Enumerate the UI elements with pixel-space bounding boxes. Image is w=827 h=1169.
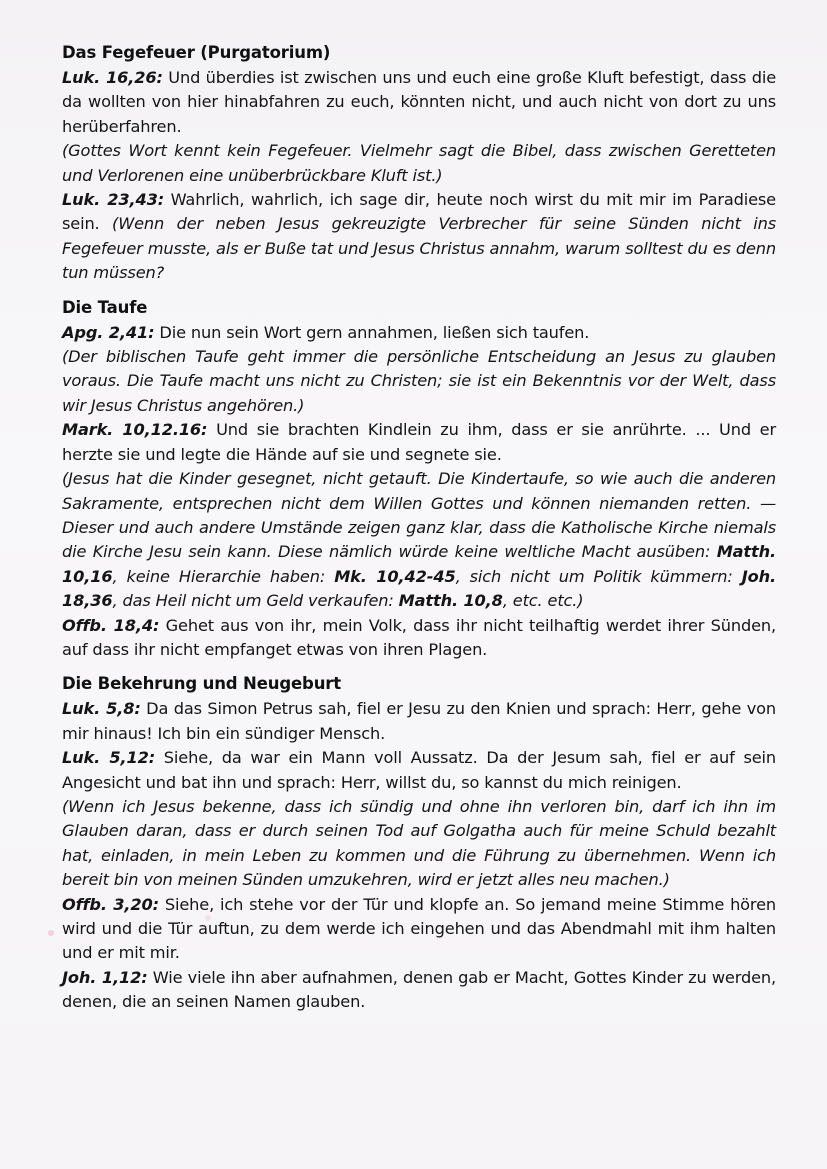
verse-reference: Luk. 5,8:: [62, 699, 141, 719]
verse-reference: Matth. 10,16: [62, 542, 776, 586]
verse-paragraph: [62, 418, 776, 467]
verse-reference: Luk. 16,26:: [62, 68, 163, 87]
verse-paragraph: [62, 188, 776, 286]
verse-reference: Joh. 18,36: [62, 566, 776, 611]
commentary-text: , das Heil nicht um Geld verkaufen:: [112, 591, 399, 611]
verse-text: Gehet aus von ihr, mein Volk, dass ihr nicht teilhaftig werdet ihrer Sünden, auf dass ihr nicht empfanget etwas von ihren Plagen.: [62, 615, 776, 659]
verse-text: Und sie brachten Kindlein zu ihm, dass er sie anrührte. ... Und er herzte sie und legte die Hände auf sie und segnete sie.: [62, 420, 776, 464]
document-text: [62, 40, 776, 1015]
commentary-text: (Jesus hat die Kinder gesegnet, nicht getauft. Die Kindertaufe, so wie auch die anderen Sakramente, entsprechen nicht dem Willen Gottes und können niemanden retten. — Dieser und auch andere Umstände zeigen ganz klar, dass die Katholische Kirche niemals die Kirche Jesu sein kann. Diese nämlich würde keine weltliche Macht ausüben:: [62, 469, 776, 562]
verse-text: Und überdies ist zwischen uns und euch eine große Kluft befestigt, dass die da wollten von hier hinabfahren zu euch, könnten nicht, und auch nicht von dort zu uns herüberfahren.: [62, 68, 777, 136]
verse-paragraph: [62, 321, 776, 345]
verse-text: Siehe, da war ein Mann voll Aussatz. Da der Jesum sah, fiel er auf sein Angesicht und bat ihn und sprach: Herr, willst du, so kannst du mich reinigen.: [62, 748, 777, 792]
verse-reference: Mk. 10,42-45: [334, 566, 456, 586]
verse-paragraph: [62, 697, 776, 746]
commentary-paragraph: [62, 467, 776, 613]
section-heading: Die Bekehrung und Neugeburt: [62, 674, 342, 694]
verse-reference: Luk. 5,12:: [62, 748, 156, 768]
verse-reference: Mark. 10,12.16:: [62, 420, 208, 440]
verse-reference: Offb. 3,20:: [62, 894, 159, 914]
verse-paragraph: [62, 966, 776, 1015]
verse-text: Da das Simon Petrus sah, fiel er Jesu zu den Knien und sprach: Herr, gehe von mir hinaus! Ich bin ein sündiger Mensch.: [62, 699, 776, 743]
verse-text: Siehe, ich stehe vor der Tür und klopfe an. So jemand meine Stimme hören wird und die Tür auftun, zu dem werde ich eingehen und das Abendmahl mit ihm halten und er mit mir.: [62, 894, 776, 963]
verse-text: Wie viele ihn aber aufnahmen, denen gab er Macht, Gottes Kinder zu werden, denen, die an seinen Namen glauben.: [62, 967, 776, 1012]
section-heading: Das Fegefeuer (Purgatorium): [62, 43, 331, 62]
verse-paragraph: [62, 893, 776, 966]
commentary-text: , keine Hierarchie haben:: [112, 566, 335, 586]
verse-paragraph: [62, 66, 776, 139]
paper-stain: [48, 930, 54, 936]
verse-reference: Apg. 2,41:: [62, 322, 155, 342]
commentary-paragraph: (Gottes Wort kennt kein Fegefeuer. Vielmehr sagt die Bibel, dass zwischen Geretteten und Verlorenen eine unüberbrückbare Kluft ist.): [62, 141, 776, 185]
commentary-paragraph: (Wenn ich Jesus bekenne, dass ich sündig und ohne ihn verloren bin, darf ich ihn im Glauben daran, dass er durch seinen Tod auf Golgatha auch für meine Schuld bezahlt hat, einladen, in mein Leben zu kommen und die Führung zu übernehmen. Wenn ich bereit bin von meinen Sünden umzukehren, wird er jetzt alles neu machen.): [62, 796, 776, 890]
commentary-paragraph: (Der biblischen Taufe geht immer die persönliche Entscheidung an Jesus zu glauben voraus. Die Taufe macht uns nicht zu Christen; sie ist ein Bekenntnis vor der Welt, dass wir Jesus Christus angehören.): [62, 347, 776, 415]
verse-reference: Joh. 1,12:: [62, 967, 148, 987]
verse-paragraph: [62, 746, 776, 795]
verse-reference: Offb. 18,4:: [62, 615, 160, 635]
verse-reference: Luk. 23,43:: [62, 190, 165, 210]
commentary-inline: (Wenn der neben Jesus gekreuzigte Verbrecher für seine Sünden nicht ins Fegefeuer musste, als er Buße tat und Jesus Christus annahm, warum solltest du es denn tun müssen?: [62, 214, 776, 283]
verse-paragraph: [62, 614, 776, 663]
verse-text: Wahrlich, wahrlich, ich sage dir, heute noch wirst du mit mir im Paradiese sein.: [62, 190, 776, 234]
commentary-text: , sich nicht um Politik kümmern:: [455, 566, 742, 586]
commentary-text: , etc. etc.): [502, 591, 584, 611]
verse-reference: Matth. 10,8: [398, 591, 503, 611]
section-heading: Die Taufe: [62, 297, 148, 317]
verse-text: Die nun sein Wort gern annahmen, ließen sich taufen.: [154, 322, 590, 342]
